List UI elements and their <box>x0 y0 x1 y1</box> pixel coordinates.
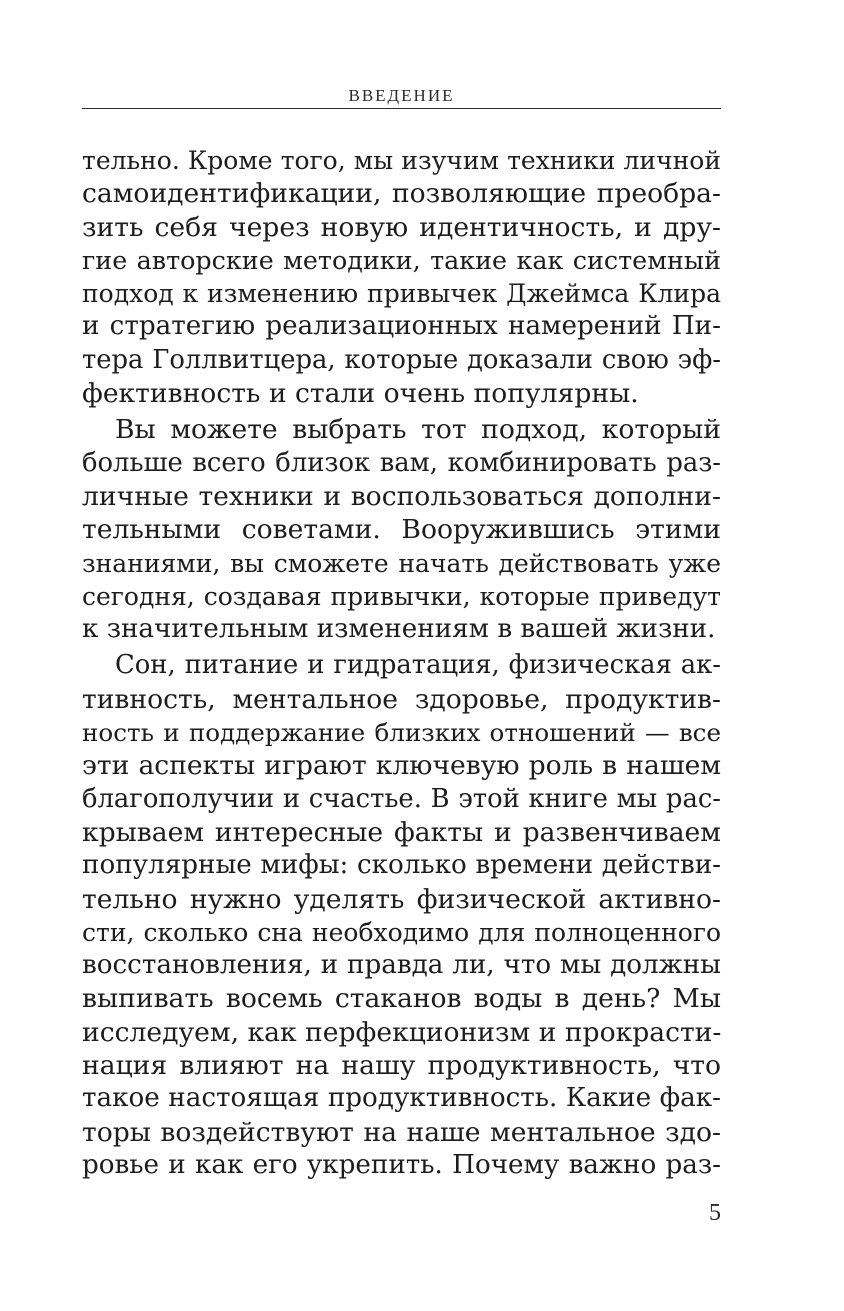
text-line: нация влияют на нашу продуктивность, что <box>82 1050 721 1082</box>
text-line: к значительным изменениям в вашей жизни. <box>82 614 716 645</box>
text-line: ность и поддержание близких отношений — все <box>82 718 721 748</box>
text-line: тельно. Кроме того, мы изучим техники личной <box>82 146 721 175</box>
text-line: исследуем, как перфекционизм и прокрасти- <box>82 1016 722 1048</box>
text-line: крываем интересные факты и развенчиваем <box>82 816 721 848</box>
text-line: гие авторские методики, такие как системный <box>82 244 721 275</box>
text-line: знаниями, вы сможете начать действовать уже <box>82 548 721 578</box>
running-header <box>82 86 721 110</box>
text-line: восстановления, и правда ли, что мы должны <box>82 950 721 981</box>
text-line: эти аспекты играют ключевую роль в нашем <box>82 750 721 782</box>
text-line: ровье и как его укрепить. Почему важно раз- <box>82 1149 721 1180</box>
text-line: тивность, ментальное здоровье, продуктив- <box>82 683 721 715</box>
text-line: Сон, питание и гидратация, физическая ак- <box>115 650 721 681</box>
text-line: сегодня, создавая привычки, которые приведут <box>82 581 721 611</box>
text-line: тельно нужно уделять физической активно- <box>82 883 721 915</box>
text-line: Вы можете выбрать тот подход, который <box>115 414 721 446</box>
text-line: зить себя через новую идентичность, и дру- <box>82 211 721 243</box>
text-line: популярные мифы: сколько времени действи- <box>82 850 721 881</box>
text-line: фективность и стали очень популярны. <box>82 378 639 410</box>
paragraph-3 <box>82 649 721 1182</box>
text-line: выпивать восемь стаканов воды в день? Мы <box>82 983 721 1015</box>
running-head-title: ВВЕДЕНИЕ <box>348 86 455 105</box>
text-line: такое настоящая продуктивность. Какие фак- <box>82 1083 721 1114</box>
text-line: благополучии и счастье. В этой книге мы рас- <box>82 783 721 814</box>
text-line: торы воздействуют на наше ментальное здо- <box>82 1116 721 1148</box>
text-line: сти, сколько сна необходимо для полноценного <box>82 917 721 947</box>
text-line: больше всего близок вам, комбинировать раз- <box>82 447 721 478</box>
header-rule <box>82 108 721 109</box>
paragraph-1 <box>82 144 721 410</box>
text-line: подход к изменению привычек Джеймса Клира <box>82 279 721 309</box>
text-line: тера Голлвитцера, которые доказали свою эф- <box>82 344 721 375</box>
text-line: самоидентификации, позволяющие преобра- <box>82 178 721 210</box>
text-line: личные техники и воспользоваться дополни- <box>82 480 721 512</box>
page-number: 5 <box>709 1200 721 1226</box>
paragraph-2 <box>82 413 721 646</box>
text-line: тельными советами. Вооружившись этими <box>82 514 721 546</box>
body-text <box>82 144 721 1182</box>
text-line: и стратегию реализационных намерений Пи- <box>82 311 721 342</box>
